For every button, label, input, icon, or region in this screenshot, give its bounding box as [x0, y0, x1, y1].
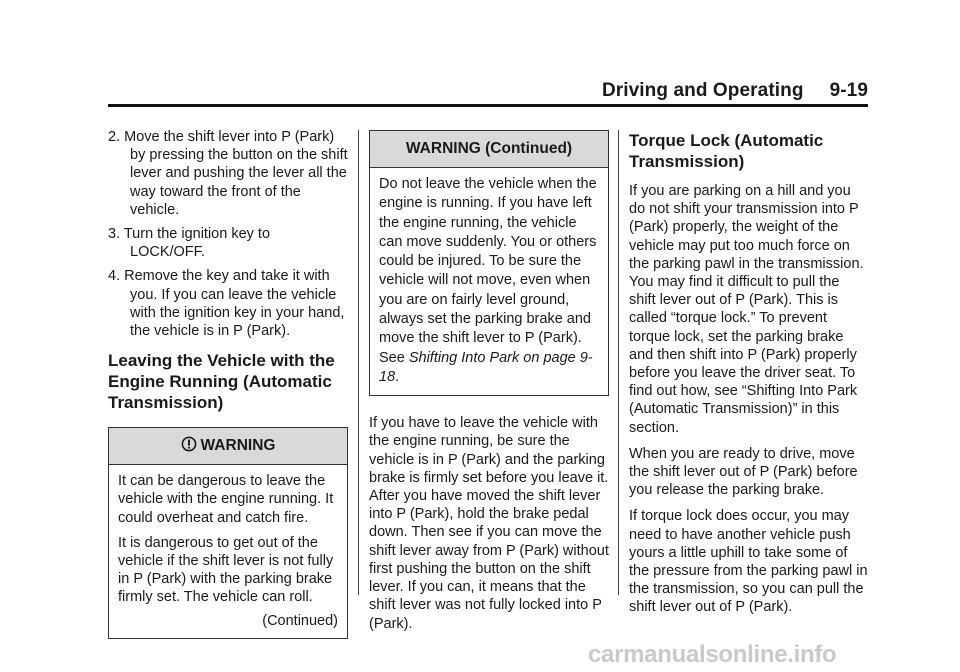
- cross-reference-link[interactable]: Shifting Into Park on page 9-18: [379, 349, 593, 385]
- warning-box: [108, 427, 348, 639]
- warning-body: [109, 465, 347, 638]
- torque-paragraph-3: If torque lock does occur, you may need to have another vehicle push yours a little uphill to take some of the pressure from the parking pawl in the transmission, so you can pull the shift lever out of P (Park).: [629, 508, 868, 616]
- warning-paragraph-2: It is dangerous to get out of the vehicle if the shift lever is not fully in P (Park) with the parking brake firmly set. The vehicle can roll.: [118, 534, 334, 606]
- column-divider-2: [618, 130, 619, 595]
- column-1: [108, 128, 348, 639]
- page-number: 9-19: [829, 80, 868, 101]
- warning-header: [109, 428, 347, 465]
- column-2: [369, 130, 609, 641]
- warning-paragraph-1: It can be dangerous to leave the vehicle with the engine running. It could overheat and catch fire.: [118, 473, 334, 526]
- section-title-leaving-vehicle: Leaving the Vehicle with the Engine Running (Automatic Transmission): [108, 351, 335, 413]
- column-divider-1: [358, 130, 359, 595]
- page-header: [596, 80, 868, 102]
- continued-label: (Continued): [262, 612, 338, 629]
- column-3: [629, 130, 869, 625]
- chapter-title: Driving and Operating: [601, 80, 804, 101]
- header-rule: [108, 104, 868, 107]
- warning-continued-box: [369, 130, 609, 396]
- step-2: 2. Move the shift lever into P (Park) by pressing the button on the shift lever and pushing the lever all the way toward the front of the vehicle.: [108, 129, 348, 218]
- warning-continued-header: WARNING (Continued): [370, 131, 608, 168]
- step-4: 4. Remove the key and take it with you. If you can leave the vehicle with the ignition key in your hand, the vehicle is in P (Park).: [108, 268, 345, 340]
- section-title-torque-lock: Torque Lock (Automatic Transmission): [629, 131, 824, 171]
- step-3: 3. Turn the ignition key to LOCK/OFF.: [108, 226, 271, 261]
- torque-paragraph-2: When you are ready to drive, move the shift lever out of P (Park) before you release the parking brake.: [629, 445, 858, 499]
- leave-vehicle-paragraph: If you have to leave the vehicle with the engine running, be sure the vehicle is in P (Park) and the parking brake is firmly set before you leave it. After you have moved the shift lever into P (Park), hold the brake pedal down. Then see if you can move the shift lever away from P (Park) without first pushing the button on the shift lever. If you can, it means that the shift lever was not fully locked into P (Park).: [369, 415, 609, 632]
- watermark: carmanualsonline.info: [588, 641, 837, 668]
- warning-continued-text: Do not leave the vehicle when the engine is running. If you have left the engine running, the vehicle can move suddenly. You or others could be injured. To be sure the vehicle will not move, even when you are on fairly level ground, always set the parking brake and move the shift lever to P (Park). See: [379, 176, 597, 366]
- warning-continued-end: .: [395, 368, 400, 385]
- warning-icon: [181, 436, 197, 452]
- warning-continued-body: [370, 168, 608, 395]
- warning-title: WARNING: [200, 437, 276, 455]
- torque-paragraph-1: If you are parking on a hill and you do not shift your transmission into P (Park) properly, the weight of the vehicle may put too much force on the parking pawl in the transmission. You may find it difficult to pull the shift lever out of P (Park). This is called “torque lock.” To prevent torque lock, set the parking brake and then shift into P (Park) properly before you leave the driver seat. To find out how, see “Shifting Into Park (Automatic Transmission)” in this section.: [629, 183, 864, 436]
